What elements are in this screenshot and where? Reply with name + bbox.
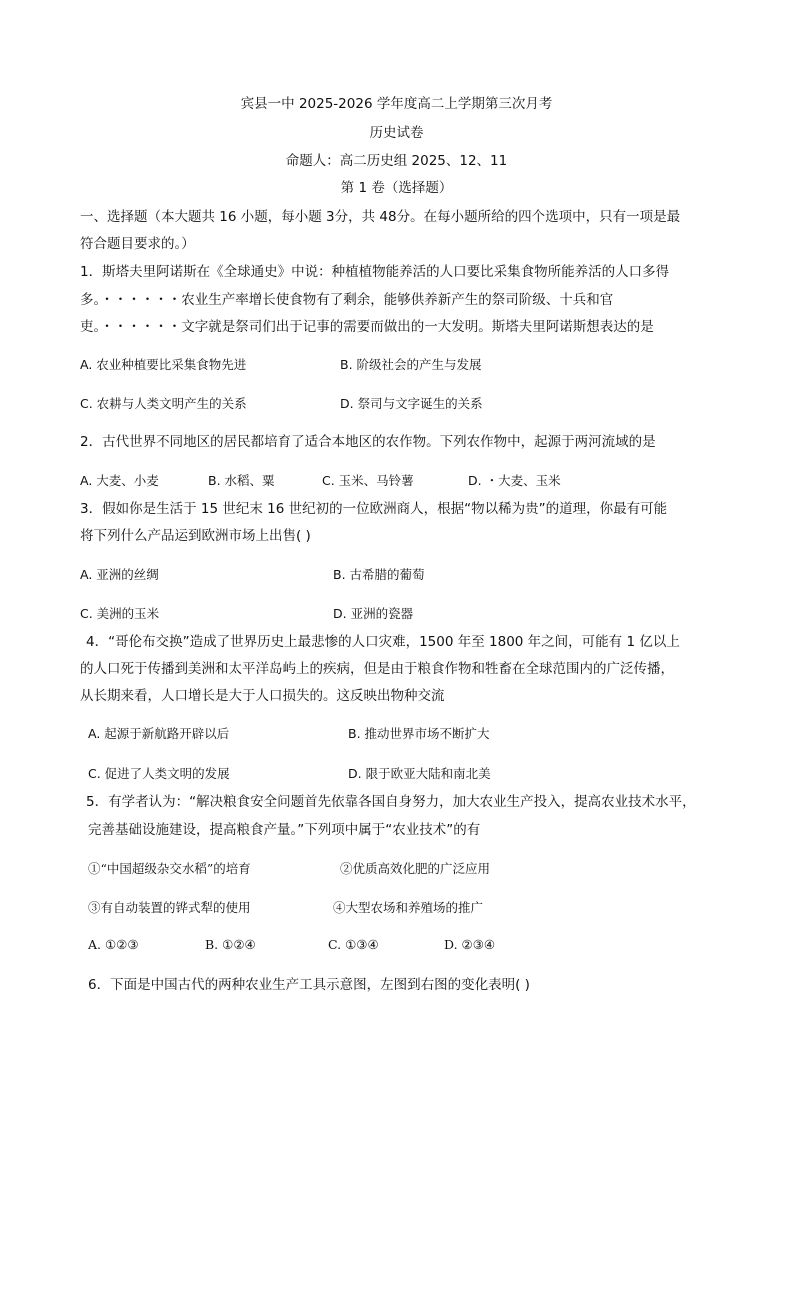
exam-subject: 历史试卷 bbox=[369, 125, 424, 141]
question-4-option-c[interactable]: C. 促进了人类文明的发展 bbox=[88, 766, 230, 781]
question-3-line-2: 将下列什么产品运到欧洲市场上出售( ) bbox=[80, 528, 311, 544]
question-3-option-b[interactable]: B. 古希腊的葡萄 bbox=[333, 567, 425, 582]
question-2-option-a[interactable]: A. 大麦、小麦 bbox=[80, 473, 159, 488]
question-1-line-1: 1．斯塔夫里阿诺斯在《全球通史》中说：种植植物能养活的人口要比采集食物所能养活的人口多得 bbox=[80, 264, 670, 280]
question-1-line-3: 吏。・・・・・・文字就是祭司们出于记事的需要而做出的一大发明。斯塔夫里阿诺斯想表达的是 bbox=[80, 319, 654, 335]
question-5-line-1: 5．有学者认为：“解决粮食安全问题首先依靠各国自身努力，加大农业生产投入，提高农业技术水平， bbox=[86, 794, 696, 810]
question-3-option-d[interactable]: D. 亚洲的瓷器 bbox=[333, 606, 414, 621]
section-instruction-line-1: 一、选择题（本大题共 16 小题，每小题 3分，共 48分。在每小题所给的四个选项中，只有一项是最 bbox=[80, 209, 681, 225]
question-1-option-a[interactable]: A. 农业种植要比采集食物先进 bbox=[80, 357, 247, 372]
exam-author: 命题人：高二历史组 2025、12、11 bbox=[285, 153, 508, 169]
question-4-option-a[interactable]: A. 起源于新航路开辟以后 bbox=[88, 726, 230, 741]
question-5-option-d[interactable]: D. ②③④ bbox=[444, 937, 496, 952]
question-5-option-a[interactable]: A. ①②③ bbox=[88, 937, 139, 952]
question-1-option-b[interactable]: B. 阶级社会的产生与发展 bbox=[340, 357, 482, 372]
exam-volume: 第 1 卷（选择题） bbox=[340, 180, 453, 196]
question-5-option-b[interactable]: B. ①②④ bbox=[205, 937, 256, 952]
section-instruction-line-2: 符合题目要求的。） bbox=[80, 236, 195, 252]
exam-title: 宾县一中 2025-2026 学年度高二上学期第三次月考 bbox=[240, 96, 553, 112]
question-4-option-b[interactable]: B. 推动世界市场不断扩大 bbox=[348, 726, 490, 741]
question-3-line-1: 3．假如你是生活于 15 世纪末 16 世纪初的一位欧洲商人，根据“物以稀为贵”的道理，你最有可能 bbox=[80, 501, 668, 517]
question-3-option-c[interactable]: C. 美洲的玉米 bbox=[80, 606, 160, 621]
question-5-item-3: ③有自动装置的铧式犁的使用 bbox=[88, 900, 251, 915]
question-5-line-2: 完善基础设施建设，提高粮食产量。”下列项中属于“农业技术”的有 bbox=[88, 822, 481, 838]
question-3-option-a[interactable]: A. 亚洲的丝绸 bbox=[80, 567, 159, 582]
question-4-line-1: 4．“哥伦布交换”造成了世界历史上最悲惨的人口灾难，1500 年至 1800 年之间，可能有 1 亿以上 bbox=[86, 634, 680, 650]
question-4-option-d[interactable]: D. 限于欧亚大陆和南北美 bbox=[348, 766, 491, 781]
question-5-item-4: ④大型农场和养殖场的推广 bbox=[333, 900, 484, 915]
question-1-line-2: 多。・・・・・・农业生产率增长使食物有了剩余，能够供养新产生的祭司阶级、十兵和官 bbox=[80, 292, 614, 308]
question-5-item-1: ①“中国超级杂交水稻”的培育 bbox=[88, 861, 251, 876]
question-5-item-2: ②优质高效化肥的广泛应用 bbox=[340, 861, 491, 876]
question-2-option-d[interactable]: D. ・大麦、玉米 bbox=[468, 473, 561, 488]
question-6-line-1: 6．下面是中国古代的两种农业生产工具示意图，左图到右图的变化表明( ) bbox=[88, 977, 530, 993]
question-2-option-c[interactable]: C. 玉米、马铃薯 bbox=[322, 473, 414, 488]
question-2-option-b[interactable]: B. 水稻、粟 bbox=[208, 473, 275, 488]
question-2-line-1: 2．古代世界不同地区的居民都培育了适合本地区的农作物。下列农作物中，起源于两河流域的是 bbox=[80, 434, 656, 450]
question-4-line-3: 从长期来看，人口增长是大于人口损失的。这反映出物种交流 bbox=[80, 688, 445, 704]
question-1-option-c[interactable]: C. 农耕与人类文明产生的关系 bbox=[80, 396, 247, 411]
question-4-line-2: 的人口死于传播到美洲和太平洋岛屿上的疾病，但是由于粮食作物和牲畜在全球范围内的广泛传播， bbox=[80, 661, 674, 677]
question-1-option-d[interactable]: D. 祭司与文字诞生的关系 bbox=[340, 396, 483, 411]
question-5-option-c[interactable]: C. ①③④ bbox=[328, 937, 379, 952]
